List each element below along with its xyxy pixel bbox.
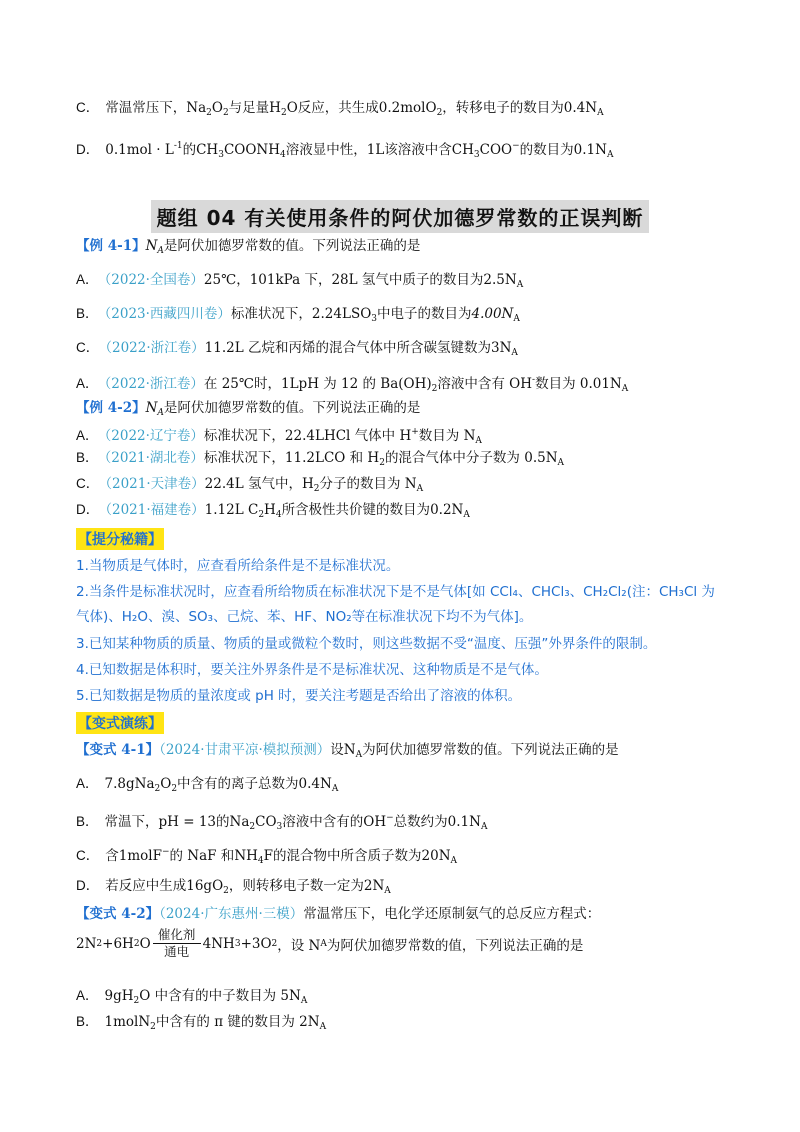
answer: 3N xyxy=(490,340,512,356)
variant-4-1-option-d xyxy=(76,876,740,901)
text: 常温下， xyxy=(104,814,159,830)
answer: 0.4N xyxy=(563,100,598,116)
text: 的 xyxy=(216,814,230,830)
subscript: 3 xyxy=(234,938,241,949)
subscript: 2 xyxy=(150,1022,156,1032)
text: 的 xyxy=(182,142,197,158)
subscript: 2 xyxy=(133,996,140,1006)
example-label: 【例 4-1】 xyxy=(76,238,146,254)
text: ，则转移电子数一定为 xyxy=(228,878,364,894)
formula: COO xyxy=(479,142,513,158)
text: 常温常压下， xyxy=(105,100,187,116)
option-letter: A． xyxy=(76,776,99,791)
example-4-1-option-a xyxy=(76,270,740,295)
source-tag: （2023·西藏四川卷） xyxy=(104,306,231,322)
subscript: 2 xyxy=(431,384,438,394)
answer: 20N xyxy=(421,848,451,864)
subscript: A xyxy=(157,408,164,418)
source-tag: （2024·广东惠州·三模） xyxy=(159,906,304,922)
option-letter: A． xyxy=(76,272,99,287)
superscript: − xyxy=(386,813,394,823)
example-4-1-option-a2 xyxy=(76,370,740,399)
formula: +3O xyxy=(240,935,272,952)
formula: +6H xyxy=(102,935,134,952)
subscript: 3 xyxy=(371,314,377,324)
subscript: A xyxy=(513,314,520,324)
answer: 0.2N xyxy=(430,502,464,518)
subscript: A xyxy=(300,996,308,1006)
subscript: A xyxy=(157,246,164,256)
practice-tag: 【变式演练】 xyxy=(76,712,164,734)
section-title-wrap xyxy=(0,200,800,233)
option-letter: C． xyxy=(76,848,100,863)
option-letter: C． xyxy=(76,100,100,115)
example-4-1-stem xyxy=(76,236,740,261)
source-tag: （2021·湖北卷） xyxy=(104,450,204,466)
option-letter: C． xyxy=(76,340,100,355)
option-letter: D． xyxy=(76,142,100,157)
subscript: A xyxy=(355,750,363,760)
tip-line: 1.当物质是气体时，应查看所给条件是不是标准状况。 xyxy=(76,558,400,574)
example-4-2-option-d xyxy=(76,500,740,525)
answer: 2.5N xyxy=(483,272,517,288)
option-letter: B． xyxy=(76,450,99,465)
arrow-condition-top: 催化剂 xyxy=(157,927,196,942)
example-4-2-option-c xyxy=(76,474,740,499)
text: 的 NaF 和 xyxy=(169,848,235,864)
example-4-1-option-b xyxy=(76,304,740,329)
text: 0.1mol · L xyxy=(105,142,174,158)
formula: CH xyxy=(451,142,474,158)
text: O 中含有的中子数目为 5N xyxy=(139,988,301,1004)
answer: 0.1N xyxy=(573,142,607,158)
text: 溶液中含有的 xyxy=(282,814,364,830)
text: 的混合气体中分子数为 0.5N xyxy=(384,450,558,466)
na-symbol: N xyxy=(145,400,158,416)
option-letter: A． xyxy=(76,428,99,443)
subscript: A xyxy=(621,384,629,394)
tip-line: 2.当条件是标准状况时，应查看所给物质在标准状况下是不是气体[如 CCl₄、CHCl₃、CH₂Cl₂(注：CH₃Cl 为 xyxy=(76,584,715,600)
text: 9gH xyxy=(104,988,134,1004)
subscript: 2 xyxy=(133,938,140,949)
text: 反应，共生成 xyxy=(297,100,379,116)
formula: H xyxy=(269,100,281,116)
option-letter: B． xyxy=(76,306,99,321)
subscript: 4 xyxy=(280,150,286,160)
text: 为阿伏加德罗常数的值，下列说法正确的是 xyxy=(326,937,584,954)
formula: OH xyxy=(363,814,387,830)
tip-line: 3.已知某种物质的质量、物质的量或微粒个数时，则这些数据不受“温度、压强”外界条件的限制。 xyxy=(76,636,657,652)
text: 1molN xyxy=(104,1014,151,1030)
text: 1.12L C xyxy=(204,502,259,518)
text: 在 25℃时，1LpH 为 12 的 Ba(OH) xyxy=(203,376,432,392)
answer: 0.1N xyxy=(447,814,481,830)
value: 1L xyxy=(366,142,385,158)
subscript: A xyxy=(416,484,424,494)
top-option-d xyxy=(76,136,740,165)
tip-line: 气体)、H₂O、溴、SO₃、己烷、苯、HF、NO₂等在标准状况下均不为气体]。 xyxy=(76,609,533,625)
source-tag: （2021·福建卷） xyxy=(105,502,205,518)
text: 标准状况下，22.4LHCl 气体中 H xyxy=(203,428,412,444)
text: 分子的数目为 N xyxy=(319,476,417,492)
arrow-condition-bottom: 通电 xyxy=(164,944,190,959)
subscript: 2 xyxy=(96,938,103,949)
answer: 4.00N xyxy=(471,306,514,322)
variant-label: 【变式 4-1】 xyxy=(76,742,160,758)
variant-4-2-option-a xyxy=(76,986,740,1011)
variant-label: 【变式 4-2】 xyxy=(76,906,160,922)
subscript: 4 xyxy=(275,510,282,520)
top-option-c xyxy=(76,98,740,123)
source-tag: （2022·浙江卷） xyxy=(105,340,205,356)
text: 该溶液中含 xyxy=(384,142,452,158)
subscript: 2 xyxy=(249,822,256,832)
formula: 2.24LSO xyxy=(311,306,372,322)
reaction-arrow xyxy=(153,928,201,959)
superscript: -1 xyxy=(173,141,183,151)
formula: 2N xyxy=(76,935,97,952)
value: pH = 13 xyxy=(158,814,217,830)
text: 的混合物中所含质子数为 xyxy=(273,848,422,864)
subscript: A xyxy=(320,938,327,949)
option-letter: C． xyxy=(76,476,100,491)
subscript: 4 xyxy=(257,856,264,866)
subscript: 2 xyxy=(313,484,320,494)
text: 22.4L 氢气中，H xyxy=(204,476,314,492)
subscript: 2 xyxy=(223,886,229,896)
variant-4-1-option-b xyxy=(76,808,740,837)
text: 中含有的离子总数为 xyxy=(177,776,299,792)
superscript: − xyxy=(512,141,520,151)
source-tag: （2021·天津卷） xyxy=(105,476,205,492)
text: 溶液显中性， xyxy=(285,142,367,158)
tips-tag: 【提分秘籍】 xyxy=(76,528,164,550)
subscript: 2 xyxy=(222,108,229,118)
formula: NH xyxy=(234,848,258,864)
na-symbol: N xyxy=(145,238,158,254)
text: 所含极性共价键的数目为 xyxy=(281,502,431,518)
subscript: 2 xyxy=(436,108,443,118)
source-tag: （2022·全国卷） xyxy=(104,272,204,288)
subscript: 2 xyxy=(154,784,161,794)
superscript: - xyxy=(532,375,536,385)
option-letter: A． xyxy=(76,988,99,1003)
subscript: 2 xyxy=(379,458,385,468)
text: ，设 N xyxy=(277,937,321,954)
formula: O xyxy=(211,100,223,116)
superscript: + xyxy=(411,427,419,437)
subscript: A xyxy=(475,436,482,446)
value: 0.2molO xyxy=(378,100,437,116)
source-tag: （2022·辽宁卷） xyxy=(104,428,204,444)
subscript: A xyxy=(319,1022,327,1032)
subscript: 2 xyxy=(206,108,212,118)
formula: O xyxy=(160,776,172,792)
example-4-2-option-b xyxy=(76,448,740,473)
formula: F xyxy=(263,848,274,864)
text: 数目为 0.01N xyxy=(535,376,622,392)
formula: COONH xyxy=(223,142,280,158)
text: 若反应中生成 xyxy=(105,878,187,894)
subscript: 2 xyxy=(280,108,287,118)
text: H xyxy=(264,502,276,518)
answer: 2N xyxy=(363,878,385,894)
formula: 7.8gNa xyxy=(104,776,155,792)
text: 标准状况下，11.2LCO 和 H xyxy=(203,450,380,466)
variant-4-2-option-b xyxy=(76,1012,740,1037)
subscript: A xyxy=(463,510,470,520)
variant-4-1-option-a xyxy=(76,774,740,799)
formula: Na xyxy=(229,814,250,830)
text: 标准状况下， xyxy=(230,306,312,322)
subscript: 2 xyxy=(258,510,265,520)
tip-line: 5.已知数据是物质的量浓度或 pH 时，要关注考题是否给出了溶液的体积。 xyxy=(76,688,522,704)
subscript: 2 xyxy=(271,938,278,949)
formula: 1molF xyxy=(118,848,162,864)
subscript: A xyxy=(480,822,488,832)
text: 溶液中含有 OH xyxy=(437,376,533,392)
formula: O xyxy=(139,935,151,952)
tip-line: 4.已知数据是体积时，要关注外界条件是不是标准状况、这种物质是不是气体。 xyxy=(76,662,548,678)
text: 中含有的 π 键的数目为 2N xyxy=(155,1014,320,1030)
subscript: A xyxy=(450,856,458,866)
na-symbol: N xyxy=(343,742,356,758)
formula: 16gO xyxy=(186,878,224,894)
example-4-2-stem xyxy=(76,398,740,423)
text: ，转移电子的数目为 xyxy=(442,100,564,116)
text: 中电子的数目为 xyxy=(377,306,472,322)
text: 含 xyxy=(105,848,119,864)
subscript: A xyxy=(557,458,565,468)
option-letter: D． xyxy=(76,502,100,517)
subscript: 2 xyxy=(171,784,178,794)
subscript: A xyxy=(516,280,524,290)
formula: O xyxy=(286,100,298,116)
subscript: A xyxy=(331,784,339,794)
example-4-2-option-a xyxy=(76,422,740,451)
text: 11.2L 乙烷和丙烯的混合气体中所含碳氢键数为 xyxy=(204,340,491,356)
superscript: − xyxy=(161,847,170,857)
subscript: A xyxy=(384,886,391,896)
subscript: A xyxy=(597,108,604,118)
text: 与足量 xyxy=(228,100,270,116)
formula: 4NH xyxy=(202,935,235,952)
answer: 0.4N xyxy=(298,776,332,792)
subscript: A xyxy=(511,348,518,358)
formula: CH xyxy=(196,142,219,158)
option-letter: B． xyxy=(76,1014,99,1029)
subscript: A xyxy=(606,150,614,160)
text: 数目为 N xyxy=(418,428,476,444)
option-letter: B． xyxy=(76,814,99,829)
source-tag: （2022·浙江卷） xyxy=(104,376,204,392)
variant-4-2-stem xyxy=(76,904,740,924)
formula: CO xyxy=(255,814,277,830)
text: 设 xyxy=(330,742,344,758)
option-letter: A． xyxy=(76,376,99,391)
stem-text: 是阿伏加德罗常数的值。下列说法正确的是 xyxy=(163,238,421,254)
text: 总数约为 xyxy=(393,814,448,830)
example-4-1-option-c xyxy=(76,338,740,363)
subscript: 3 xyxy=(218,150,224,160)
text: 为阿伏加德罗常数的值。下列说法正确的是 xyxy=(362,742,619,758)
formula: Na xyxy=(186,100,207,116)
stem-text: 是阿伏加德罗常数的值。下列说法正确的是 xyxy=(163,400,421,416)
text: 的数目为 xyxy=(519,142,574,158)
text: 常温常压下，电化学还原制氨气的总反应方程式： xyxy=(303,906,601,922)
variant-4-1-stem xyxy=(76,740,740,765)
subscript: 3 xyxy=(276,822,283,832)
source-tag: （2024·甘肃平凉·模拟预测） xyxy=(159,742,331,758)
variant-4-1-option-c xyxy=(76,842,740,871)
section-title: 题组 04 有关使用条件的阿伏加德罗常数的正误判断 xyxy=(151,200,650,233)
reaction-equation xyxy=(76,928,583,959)
text: 25℃，101kPa 下，28L 氢气中质子的数目为 xyxy=(203,272,484,288)
example-label: 【例 4-2】 xyxy=(76,400,146,416)
subscript: 3 xyxy=(473,150,480,160)
option-letter: D． xyxy=(76,878,100,893)
